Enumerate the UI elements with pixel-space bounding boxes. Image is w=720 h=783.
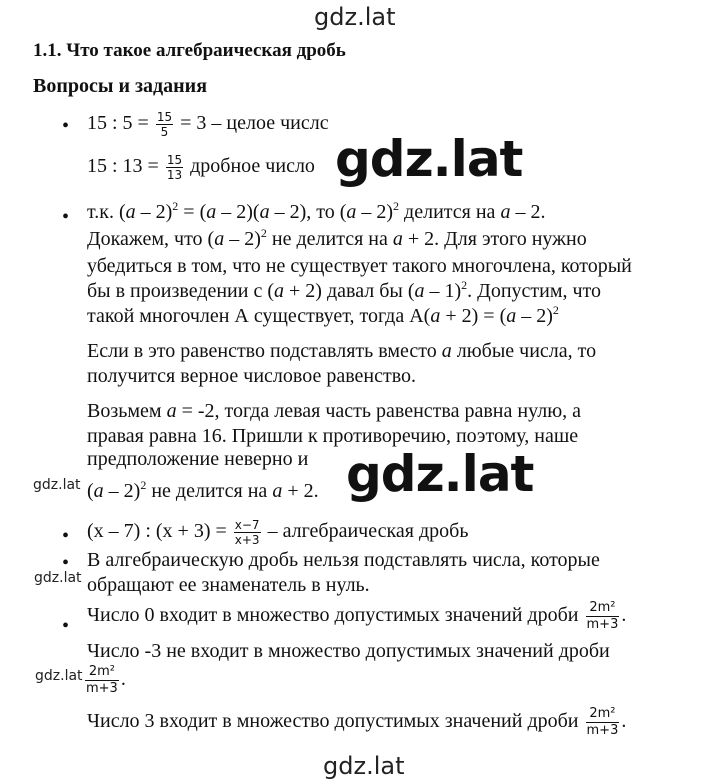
- section-heading: 1.1. Что такое алгебраическая дробь: [33, 40, 346, 61]
- text: + 2) = (: [440, 305, 507, 327]
- text: – 2): [516, 305, 553, 327]
- text: – 2), то (: [269, 201, 347, 223]
- fraction-denominator: 13: [166, 168, 183, 182]
- fraction-denominator: 5: [160, 125, 169, 139]
- item3-line: [87, 518, 468, 547]
- item4-line2: обращают ее знаменатель в нуль.: [87, 574, 370, 596]
- text: (x – 7) : (x + 3) =: [87, 520, 232, 543]
- text: Возьмем: [87, 400, 167, 422]
- text: Число 3 входит в множество допустимых значений дроби: [87, 710, 584, 733]
- text: – 2): [356, 201, 394, 223]
- watermark-top: gdz.lat: [314, 3, 396, 31]
- fraction-numerator: 2m²: [586, 600, 620, 617]
- text: .: [621, 710, 627, 733]
- text: – 2): [224, 228, 261, 250]
- text: делится на: [399, 201, 501, 223]
- var-a: a: [500, 201, 511, 223]
- exponent: 2: [260, 226, 267, 240]
- text: .: [120, 668, 126, 691]
- text: – 2.: [510, 201, 546, 223]
- fraction-15-5: [156, 110, 173, 139]
- text: (: [87, 480, 94, 502]
- var-a: a: [506, 305, 517, 327]
- text: – 2): [135, 201, 173, 223]
- item5-line1: [87, 600, 626, 633]
- exponent: 2: [172, 199, 179, 213]
- item2-line3: убедиться в том, что не существует такого многочлена, который: [87, 255, 632, 277]
- text: Число 0 входит в множество допустимых значений дроби: [87, 604, 584, 627]
- fraction-denominator: m+3: [586, 723, 619, 738]
- var-a: a: [166, 400, 177, 422]
- var-a: a: [125, 201, 136, 223]
- watermark-large-1: gdz.lat: [335, 130, 523, 188]
- item1-line2-pre: 15 : 13 =: [87, 155, 164, 178]
- var-a: a: [214, 228, 225, 250]
- text: + 2. Для этого нужно: [402, 228, 587, 250]
- exponent: 2: [552, 303, 559, 317]
- watermark-small-3: gdz.lat: [35, 668, 83, 684]
- text: – алгебраическая дробь: [262, 520, 469, 543]
- bullet-2: •: [62, 206, 70, 228]
- watermark-small-1: gdz.lat: [33, 477, 81, 493]
- item2-line5: [87, 305, 559, 328]
- text: не делится на: [266, 228, 393, 250]
- var-a: a: [206, 201, 217, 223]
- fraction-numerator: 15: [166, 153, 183, 167]
- item1-line2-post: дробное число: [185, 155, 315, 178]
- bullet-1: •: [62, 115, 70, 137]
- exponent: 2: [140, 478, 147, 492]
- text: Если в это равенство подставлять вместо: [87, 340, 442, 362]
- text: – 1): [424, 280, 462, 302]
- var-a: a: [259, 201, 270, 223]
- fraction-numerator: 2m²: [586, 706, 620, 723]
- text: = -2, тогда левая часть равенства равна нулю, а: [176, 400, 582, 422]
- text: = (: [178, 201, 207, 223]
- bullet-3: •: [62, 525, 70, 547]
- text: такой многочлен А существует, тогда А(: [87, 305, 431, 327]
- item1-line2: [87, 153, 315, 182]
- item2-line4: [87, 280, 601, 303]
- var-a: a: [346, 201, 357, 223]
- watermark-small-2: gdz.lat: [34, 570, 82, 586]
- var-a: a: [274, 280, 285, 302]
- fraction-numerator: 2m²: [85, 664, 119, 681]
- text: бы в произведении с (: [87, 280, 275, 302]
- item2-para2-line2: получится верное числовое равенство.: [87, 365, 417, 387]
- text: Докажем, что (: [87, 228, 215, 250]
- fraction-numerator: x−7: [234, 518, 260, 532]
- text: любые числа, то: [451, 340, 597, 362]
- item5-line2: Число -3 не входит в множество допустимых значений дроби: [87, 640, 610, 662]
- text: . Допустим, что: [467, 280, 602, 302]
- fraction-2m2-over-m-3: [85, 664, 119, 697]
- fraction-15-13: [166, 153, 183, 182]
- item2-para3-line2: правая равна 16. Пришли к противоречию, поэтому, наше: [87, 425, 579, 447]
- item4-line1: В алгебраическую дробь нельзя подставлять числа, которые: [87, 549, 600, 571]
- text: т.к. (: [87, 201, 126, 223]
- item2-para3-line4: [87, 480, 319, 503]
- var-a: a: [392, 228, 403, 250]
- fraction-denominator: x+3: [234, 533, 260, 547]
- subheading: Вопросы и задания: [33, 75, 208, 97]
- var-a: a: [430, 305, 441, 327]
- var-a: a: [272, 480, 283, 502]
- item1-line1-post: = 3 – целое числс: [175, 112, 329, 135]
- text: + 2) давал бы (: [284, 280, 415, 302]
- bullet-5: •: [62, 615, 70, 637]
- fraction-2m2-over-m-3: [586, 600, 620, 633]
- item2-line2: [87, 228, 587, 251]
- fraction-x-7-over-x-3: [234, 518, 261, 547]
- item1-line1: [87, 110, 329, 139]
- text: + 2.: [282, 480, 319, 502]
- var-a: a: [93, 480, 104, 502]
- item5-line2-fraction: [83, 664, 126, 697]
- fraction-denominator: m+3: [86, 681, 118, 696]
- text: – 2)(: [216, 201, 260, 223]
- watermark-large-2: gdz.lat: [346, 445, 534, 503]
- exponent: 2: [393, 199, 400, 213]
- var-a: a: [441, 340, 452, 362]
- fraction-2m2-over-m-3: [586, 706, 620, 739]
- text: .: [621, 604, 627, 627]
- fraction-numerator: 15: [156, 110, 173, 124]
- item5-line3: [87, 706, 626, 739]
- item2-para2-line1: [87, 340, 596, 363]
- item1-line1-pre: 15 : 5 =: [87, 112, 154, 135]
- text: не делится на: [146, 480, 273, 502]
- exponent: 2: [461, 278, 468, 292]
- item2-para3-line1: [87, 400, 581, 423]
- item2-para3-line3: предположение неверно и: [87, 448, 309, 470]
- var-a: a: [414, 280, 425, 302]
- watermark-bottom: gdz.lat: [323, 752, 405, 780]
- bullet-4: •: [62, 552, 70, 574]
- fraction-denominator: m+3: [586, 617, 619, 632]
- item2-line1: [87, 201, 545, 224]
- text: – 2): [103, 480, 141, 502]
